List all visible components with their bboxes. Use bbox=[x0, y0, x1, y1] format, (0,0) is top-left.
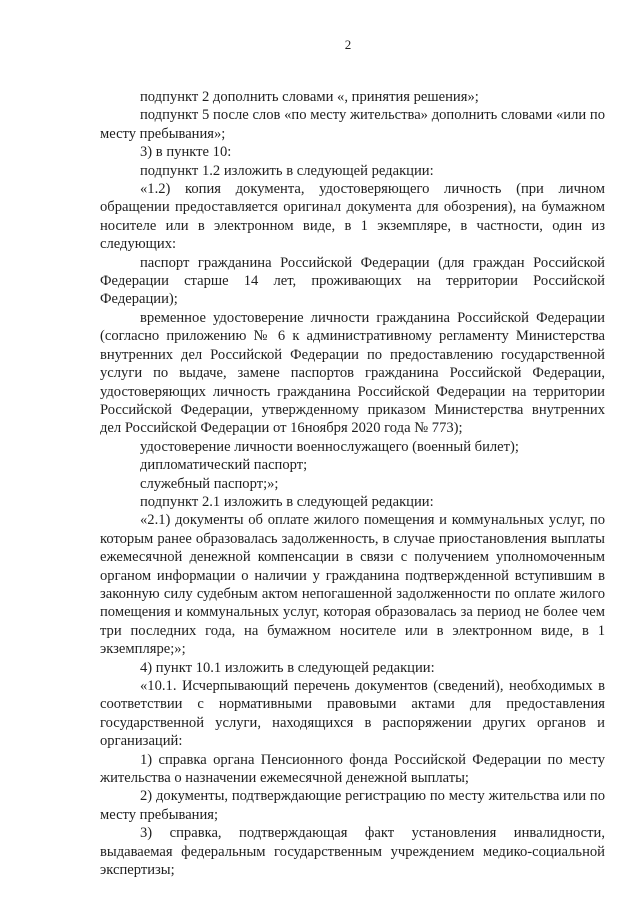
document-body bbox=[100, 88, 605, 879]
paragraph: паспорт гражданина Российской Федерации (для граждан Российской Федерации старше 14 лет, проживающих на территории Российской Федерации); bbox=[100, 254, 605, 308]
paragraph: служебный паспорт;»; bbox=[140, 475, 279, 492]
paragraph: подпункт 5 после слов «по месту жительства» дополнить словами «или по месту пребывания»; bbox=[100, 107, 605, 142]
page-number: 2 bbox=[344, 37, 352, 52]
paragraph: дипломатический паспорт; bbox=[140, 457, 308, 474]
paragraph: «2.1) документы об оплате жилого помещения и коммунальных услуг, по которым ранее образовалась задолженность, в случае приостановления выплаты ежемесячной денежной компенсации в связи с получением уполномоченным органом информации о наличии у гражданина подтвержденной вступившим в законную силу судебным актом непогашенной задолженности по оплате жилого помещения и коммунальных услуг, которая образовалась за период не более чем три последних года, на бумажном носителе или в электронном виде, в 1 экземпляре;»; bbox=[100, 512, 605, 658]
paragraph: подпункт 1.2 изложить в следующей редакции: bbox=[140, 162, 434, 179]
paragraph: 4) пункт 10.1 изложить в следующей редакции: bbox=[140, 659, 435, 676]
paragraph: подпункт 2 дополнить словами «, принятия решения»; bbox=[140, 89, 479, 105]
paragraph: временное удостоверение личности гражданина Российской Федерации (согласно приложению № 6 к административному регламенту Министерства внутренних дел Российской Федерации по предоставлению государственной услуги по выдаче, замене паспортов гражданина Российской Федерации, удостоверяющих личность гражданина Российской Федерации на территории Российской Федерации, утвержденному приказом Министерства внутренних дел Российской Федерации от 16ноября 2020 года № 773); bbox=[100, 309, 605, 437]
paragraph: удостоверение личности военнослужащего (военный билет); bbox=[140, 438, 519, 455]
paragraph: подпункт 2.1 изложить в следующей редакции: bbox=[140, 493, 434, 510]
paragraph: 1) справка органа Пенсионного фонда Российской Федерации по месту жительства о назначении ежемесячной денежной выплаты; bbox=[100, 751, 605, 787]
paragraph: «10.1. Исчерпывающий перечень документов (сведений), необходимых в соответствии с нормативными правовыми актами для предоставления государственной услуги, находящихся в распоряжении других органов и организаций: bbox=[100, 678, 605, 750]
paragraph: 2) документы, подтверждающие регистрацию по месту жительства или по месту пребывания; bbox=[100, 788, 605, 823]
paragraph: 3) в пункте 10: bbox=[140, 144, 232, 161]
paragraph: 3) справка, подтверждающая факт установления инвалидности, выдаваемая федеральным государственным учреждением медико-социальной экспертизы; bbox=[100, 825, 605, 879]
paragraph: «1.2) копия документа, удостоверяющего личность (при личном обращении предоставляется оригинал документа для обозрения), на бумажном носителе или в электронном виде, в 1 экземпляре, в частности, один из следующих: bbox=[100, 181, 605, 253]
